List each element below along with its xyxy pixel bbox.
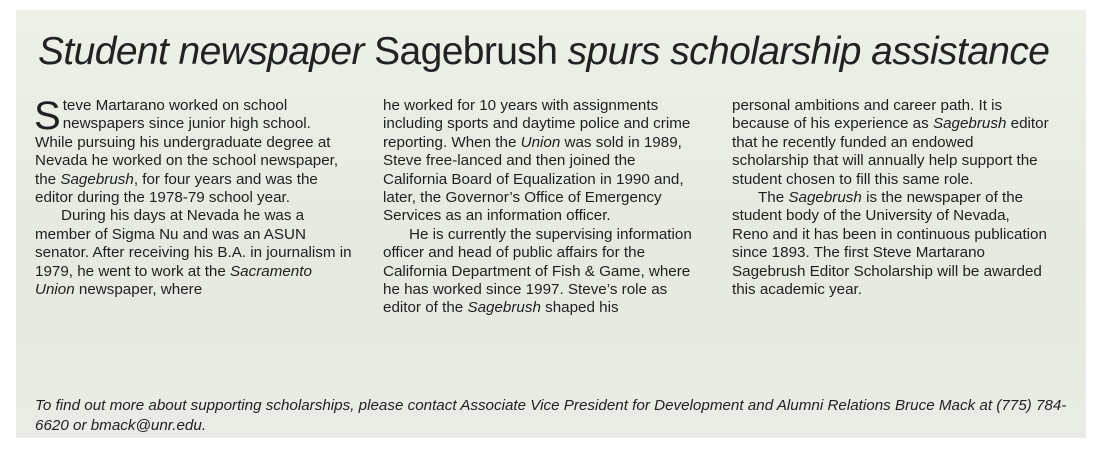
text-run: personal ambitions and career path. It is because of his experience as [732, 97, 1003, 133]
title-part-3: spurs scholarship assistance [567, 30, 1050, 73]
text-run: He is currently the supervising information officer and head of public affairs for the California Department of Fish & Game, where he has worked since 1997. Steve’s role as editor of the [383, 225, 692, 317]
column-2-paragraph-2 [383, 226, 701, 318]
article-title [38, 30, 1068, 74]
title-part-1: Student newspaper [38, 30, 364, 73]
text-run: During his days at Nevada he was a member of Sigma Nu and was an ASUN senator. After receiving his B.A. in journalism in 1979, he went to work at the [35, 207, 352, 280]
column-3-paragraph-2 [732, 189, 1050, 299]
text-run: is the newspaper of the student body of the University of Nevada, Reno and it has been in continuous publication since 1893. The first Steve Martarano Sagebrush Editor Scholarship will be awarded this academic year. [732, 189, 1047, 299]
publication-name: Sacramento Union [35, 262, 312, 299]
drop-cap: S [34, 94, 61, 138]
publication-name: Union [520, 133, 561, 151]
article-column-3 [732, 97, 1050, 299]
column-3-paragraph-1 [732, 97, 1050, 189]
column-1-paragraph-1 [34, 94, 353, 207]
text-run: he worked for 10 years with assignments including sports and daytime police and crime reporting. When the [383, 97, 691, 151]
column-1-paragraph-2 [35, 207, 353, 299]
publication-name: Sagebrush [788, 189, 862, 207]
text-run: newspaper, where [74, 281, 203, 299]
text-run: The [758, 189, 789, 207]
publication-name: Sagebrush [467, 299, 541, 317]
text-run: was sold in 1989, Steve free-lanced and then joined the California Board of Equalization in 1990 and, later, the Governor’s Office of Emergency Services as an information officer. [383, 133, 684, 225]
text-run: shaped his [540, 299, 619, 317]
publication-name: Sagebrush [60, 170, 134, 188]
publication-name: Sagebrush [932, 115, 1007, 133]
text-run: editor that he recently funded an endowed scholarship that will annually help support the student chosen to fill this same role. [732, 115, 1049, 188]
contact-footer: To find out more about supporting scholarships, please contact Associate Vice President for Development and Alumni Relations Bruce Mack at (775) 784-6620 or bmack@unr.edu. [35, 397, 1067, 434]
newspaper-clipping [16, 10, 1086, 438]
article-column-2 [383, 97, 701, 318]
column-2-paragraph-1 [383, 97, 701, 226]
text-run: teve Martarano worked on school newspapers since junior high school. While pursuing his undergraduate degree at Nevada he worked on the school newspaper, the [35, 97, 339, 188]
article-column-1 [34, 94, 353, 299]
title-part-2: Sagebrush [363, 30, 568, 73]
text-run: , for four years and was the editor during the 1978-79 school year. [35, 170, 318, 207]
